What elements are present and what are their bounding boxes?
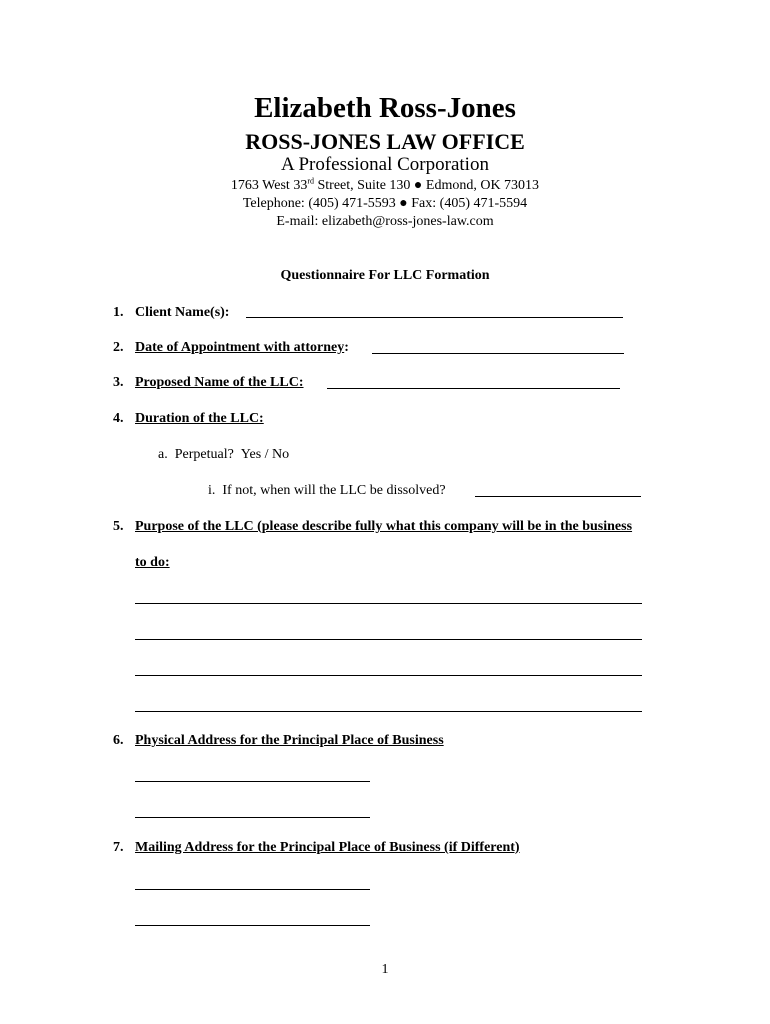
question-number: 3.	[113, 375, 124, 390]
question-5	[113, 519, 632, 535]
client-name-field[interactable]	[246, 317, 623, 318]
mailing-address-line-2[interactable]	[135, 925, 370, 926]
question-number: 4.	[113, 411, 124, 426]
question-label: Client Name(s):	[135, 305, 230, 320]
question-number: 7.	[113, 840, 124, 855]
phone-fax: Telephone: (405) 471-5593 ● Fax: (405) 471-5594	[242, 196, 528, 211]
question-5-continuation: to do:	[135, 555, 170, 570]
question-label: Physical Address for the Principal Place of Business	[135, 733, 444, 748]
purpose-line-2[interactable]	[135, 639, 642, 640]
firm-subtitle: A Professional Corporation	[281, 154, 489, 175]
perpetual-question: a. Perpetual? Yes / No	[158, 447, 290, 462]
question-number: 5.	[113, 519, 124, 534]
address-street: 1763 West 33	[230, 178, 308, 193]
question-number: 2.	[113, 340, 124, 355]
address-rest: Street, Suite 130 ● Edmond, OK 73013	[314, 178, 540, 193]
form-title: Questionnaire For LLC Formation	[280, 268, 490, 283]
attorney-name: Elizabeth Ross-Jones	[254, 92, 516, 124]
mailing-address-line-1[interactable]	[135, 889, 370, 890]
dissolution-date-field[interactable]	[475, 496, 641, 497]
purpose-line-3[interactable]	[135, 675, 642, 676]
email-address: E-mail: elizabeth@ross-jones-law.com	[276, 214, 494, 229]
address-ordinal: rd	[307, 176, 314, 186]
question-2	[113, 340, 349, 356]
physical-address-line-2[interactable]	[135, 817, 370, 818]
question-label: Proposed Name of the LLC:	[135, 375, 304, 390]
dissolution-question: i. If not, when will the LLC be dissolved?	[208, 483, 446, 498]
firm-name: ROSS-JONES LAW OFFICE	[245, 129, 525, 154]
question-label: Mailing Address for the Principal Place of Business (if Different)	[135, 840, 520, 855]
question-1	[113, 305, 229, 321]
question-label: Purpose of the LLC (please describe fully what this company will be in the business	[135, 519, 633, 534]
question-label-colon: :	[344, 340, 349, 355]
appointment-date-field[interactable]	[372, 353, 624, 354]
question-4	[113, 411, 264, 427]
purpose-line-4[interactable]	[135, 711, 642, 712]
firm-address	[0, 178, 770, 194]
question-number: 1.	[113, 305, 124, 320]
page-number: 1	[381, 962, 389, 977]
question-label: Duration of the LLC:	[135, 411, 264, 426]
question-number: 6.	[113, 733, 124, 748]
question-7	[113, 840, 520, 856]
question-3	[113, 375, 304, 391]
question-6	[113, 733, 444, 749]
purpose-line-1[interactable]	[135, 603, 642, 604]
llc-name-field[interactable]	[327, 388, 620, 389]
question-label: Date of Appointment with attorney	[135, 340, 345, 355]
physical-address-line-1[interactable]	[135, 781, 370, 782]
